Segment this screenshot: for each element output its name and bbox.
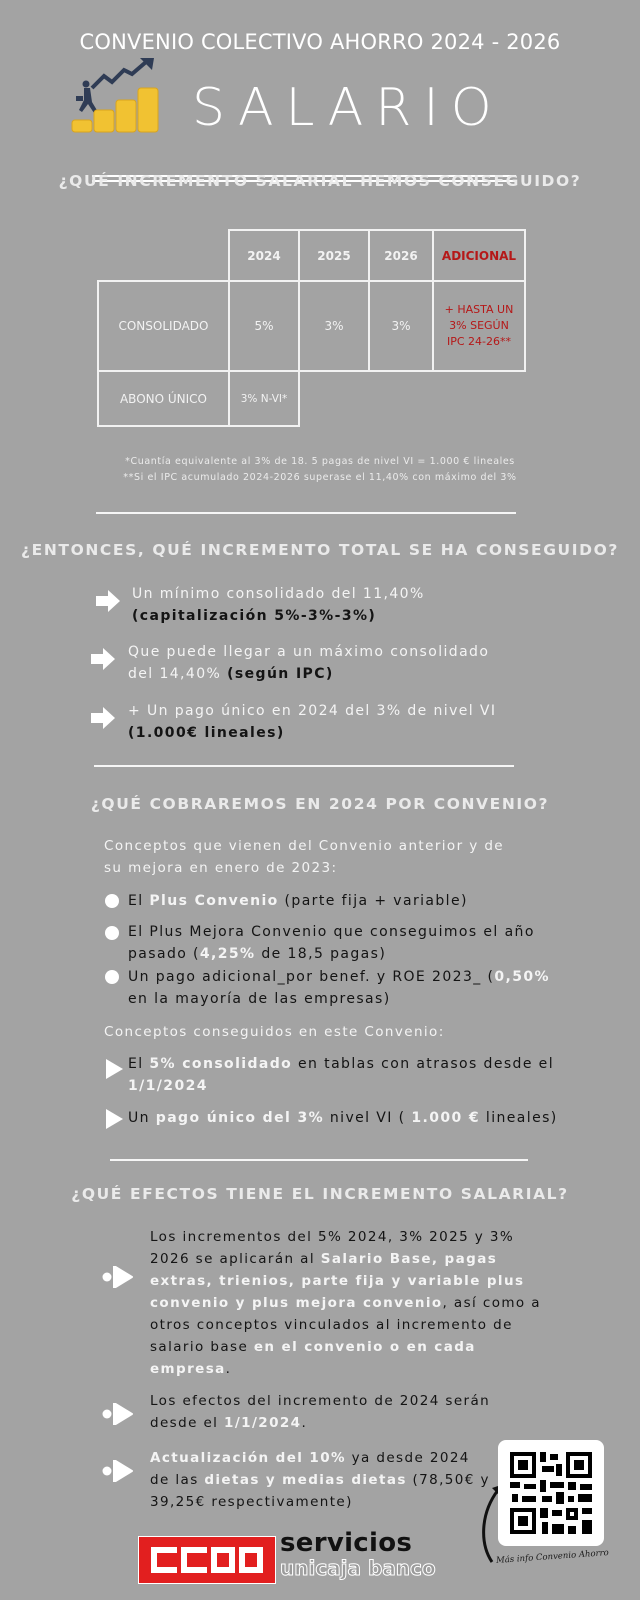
divider	[110, 1159, 528, 1161]
item-highlight: Salario Base, pagas	[320, 1251, 498, 1267]
bullet-circle-icon	[105, 926, 119, 940]
item-highlight: 1.000 €	[411, 1110, 481, 1126]
column-header-additional: ADICIONAL	[433, 230, 525, 281]
list-item	[128, 1107, 558, 1129]
new-concepts-intro: Conceptos conseguidos en este Convenio:	[104, 1024, 445, 1040]
bullet-circle-icon	[105, 970, 119, 984]
row-label: ABONO ÚNICO	[98, 371, 229, 426]
item-highlight: 0,50%	[494, 969, 550, 985]
dot-play-icon	[102, 1266, 134, 1292]
item-text: , así como a	[442, 1295, 541, 1311]
main-title: SALARIO	[192, 78, 504, 138]
item-highlight: pago único del 3%	[155, 1110, 325, 1126]
intro-line: su mejora en enero de 2023:	[104, 860, 338, 876]
list-item	[128, 641, 489, 685]
item-text: en la mayoría de las empresas)	[128, 991, 391, 1007]
play-arrow-icon	[106, 1059, 123, 1079]
item-text: (parte fija + variable)	[278, 893, 468, 909]
item-text: 2026 se aplicarán al	[150, 1251, 321, 1267]
bullet-circle-icon	[105, 894, 119, 908]
table-cell-additional: + HASTA UN 3% SEGÚN IPC 24-26**	[433, 281, 525, 371]
ccoo-logo	[138, 1536, 276, 1584]
item-highlight: Plus Convenio	[149, 893, 279, 909]
intro-text	[104, 835, 504, 879]
item-highlight: extras, trienios, parte fija y variable plus	[150, 1273, 525, 1289]
section-heading-total: ¿ENTONCES, QUÉ INCREMENTO TOTAL SE HA CONSEGUIDO?	[21, 541, 619, 559]
item-text: del 14,40%	[128, 666, 222, 682]
item-highlight: en el convenio o en cada	[253, 1339, 476, 1355]
section-heading-effects: ¿QUÉ EFECTOS TIENE EL INCREMENTO SALARIAL?	[71, 1185, 569, 1203]
list-item	[150, 1447, 490, 1513]
list-item	[128, 921, 535, 965]
document-header-title: CONVENIO COLECTIVO AHORRO 2024 - 2026	[79, 30, 561, 54]
item-highlight: 1/1/2024	[128, 1078, 208, 1094]
column-header: 2024	[229, 230, 299, 281]
item-text: Un	[128, 1110, 156, 1126]
dot-play-icon	[102, 1403, 134, 1429]
item-text: desde el	[150, 1415, 225, 1431]
item-text: El Plus Mejora Convenio que conseguimos el año	[128, 924, 535, 940]
item-text: nivel VI (	[324, 1110, 412, 1126]
item-highlight: empresa	[150, 1361, 226, 1377]
growth-coins-icon	[70, 58, 162, 136]
item-text: .	[225, 1361, 232, 1377]
logo-unicaja: unicaja banco	[280, 1556, 436, 1580]
item-text: 39,25€ respectivamente)	[150, 1494, 353, 1510]
qr-caption: Más info Convenio Ahorro	[495, 1548, 610, 1566]
item-text: salario base	[150, 1339, 254, 1355]
item-highlight: 1/1/2024	[224, 1415, 302, 1431]
item-highlight: 4,25%	[199, 946, 256, 962]
empty-cell	[433, 371, 525, 426]
section-heading-increment: ¿QUÉ INCREMENTO SALARIAL HEMOS CONSEGUIDO?	[58, 172, 582, 190]
item-text: Los efectos del incremento de 2024 serán	[150, 1393, 491, 1409]
arrow-right-icon	[91, 707, 117, 733]
arrow-right-icon	[96, 590, 122, 616]
footnote: **Si el IPC acumulado 2024-2026 superase el 11,40% con máximo del 3%	[123, 472, 517, 483]
item-highlight: dietas y medias dietas	[204, 1472, 407, 1488]
item-highlight: Actualización del 10%	[150, 1450, 346, 1466]
item-text: (según IPC)	[227, 666, 334, 682]
list-item	[128, 1053, 554, 1097]
item-text: Un pago adicional_por benef. y ROE 2023_ (	[128, 969, 495, 985]
item-text: Un mínimo consolidado del 11,40%	[132, 586, 425, 602]
empty-cell	[299, 371, 369, 426]
table-corner	[98, 230, 229, 281]
divider	[94, 765, 514, 767]
column-header: 2026	[369, 230, 433, 281]
table-cell: 5%	[229, 281, 299, 371]
item-text: ya desde 2024	[345, 1450, 470, 1466]
item-text: de 18,5 pagas)	[255, 946, 387, 962]
item-highlight: 5% consolidado	[149, 1056, 293, 1072]
row-label: CONSOLIDADO	[98, 281, 229, 371]
item-text: de las	[150, 1472, 205, 1488]
footnote: *Cuantía equivalente al 3% de 18. 5 pagas de nivel VI = 1.000 € lineales	[125, 456, 515, 467]
table-cell: 3% N-VI*	[229, 371, 299, 426]
list-item	[150, 1390, 490, 1434]
item-text: otros conceptos vinculados al incremento de	[150, 1317, 513, 1333]
list-item	[150, 1226, 541, 1380]
table-cell: 3%	[299, 281, 369, 371]
item-text: El	[128, 1056, 150, 1072]
dot-play-icon	[102, 1460, 134, 1486]
play-arrow-icon	[106, 1109, 123, 1129]
item-text: .	[301, 1415, 308, 1431]
list-item	[132, 583, 425, 627]
list-item	[128, 700, 496, 744]
list-item	[128, 966, 550, 1010]
intro-line: Conceptos que vienen del Convenio anterior y de	[104, 838, 504, 854]
table-cell: 3%	[369, 281, 433, 371]
item-text: (78,50€ y	[406, 1472, 490, 1488]
item-text: (capitalización 5%-3%-3%)	[132, 608, 377, 624]
empty-cell	[369, 371, 433, 426]
item-text: en tablas con atrasos desde el	[292, 1056, 554, 1072]
arrow-right-icon	[91, 648, 117, 674]
item-text: lineales)	[480, 1110, 558, 1126]
item-text: pasado (	[128, 946, 200, 962]
item-text: + Un pago único en 2024 del 3% de nivel VI	[128, 703, 497, 719]
qr-code[interactable]	[498, 1440, 604, 1546]
logo-servicios: servicios	[280, 1528, 413, 1558]
item-text: (1.000€ lineales)	[128, 725, 285, 741]
column-header: 2025	[299, 230, 369, 281]
salary-table	[97, 229, 526, 427]
item-text: Que puede llegar a un máximo consolidado	[128, 644, 490, 660]
section-heading-2024: ¿QUÉ COBRAREMOS EN 2024 POR CONVENIO?	[90, 795, 550, 813]
item-text: El	[128, 893, 150, 909]
item-highlight: convenio y plus mejora convenio	[150, 1295, 443, 1311]
divider	[96, 512, 516, 514]
list-item	[128, 890, 468, 912]
item-text: Los incrementos del 5% 2024, 3% 2025 y 3%	[150, 1229, 515, 1245]
